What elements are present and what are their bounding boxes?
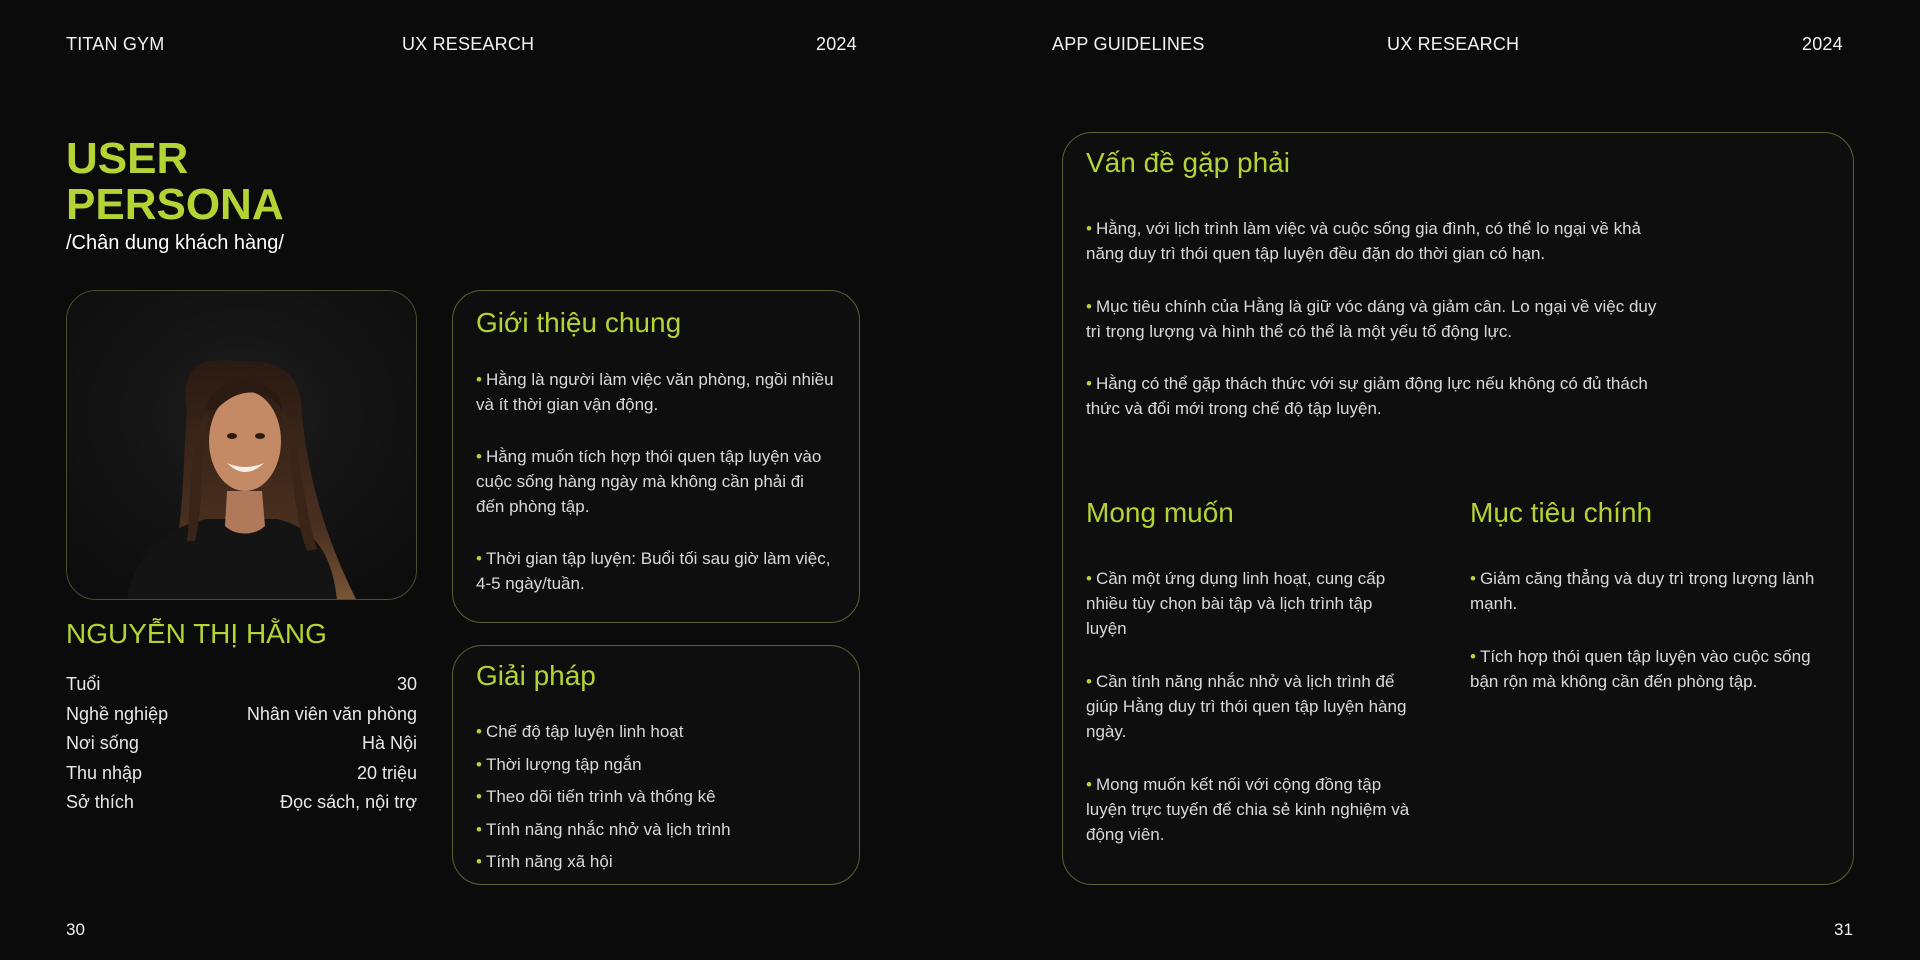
problems-card [1062, 132, 1854, 885]
problem-point-text: Hằng, với lịch trình làm việc và cuộc sống gia đình, có thể lo ngại về khả năng duy trì thói quen tập luyện đều đặn do thời gian có hạn. [1086, 219, 1642, 263]
intro-point-text: Hằng là người làm việc văn phòng, ngồi nhiều và ít thời gian vận động. [476, 370, 834, 414]
intro-point-text: Hằng muốn tích hợp thói quen tập luyện vào cuộc sống hàng ngày mà không cần phải đi đến phòng tập. [476, 447, 822, 516]
problem-point [1086, 294, 1676, 344]
problem-point [1086, 216, 1676, 266]
info-label: Nghề nghiệp [66, 703, 169, 724]
list-item [476, 852, 731, 885]
info-value: Đọc sách, nội trợ [280, 792, 417, 812]
persona-name: NGUYỄN THỊ HẰNG [66, 618, 327, 649]
bullet-icon: • [1470, 647, 1476, 666]
bullet-icon: • [476, 370, 482, 389]
list-item [476, 820, 731, 853]
info-value: 30 [396, 674, 417, 694]
bullet-icon: • [1086, 672, 1092, 691]
solution-item-text: Thời lượng tập ngắn [485, 754, 642, 774]
problem-point-text: Mục tiêu chính của Hằng là giữ vóc dáng và giảm cân. Lo ngại về việc duy trì trọng lượng và hình thể có thể là một yếu tố động lực. [1086, 297, 1657, 341]
desire-point [1086, 772, 1416, 847]
desires-title: Mong muốn [1086, 497, 1234, 528]
bullet-icon: • [1086, 219, 1092, 238]
solution-item-text: Chế độ tập luyện linh hoạt [485, 722, 684, 741]
desire-point-text: Mong muốn kết nối với cộng đồng tập luyện trực tuyến để chia sẻ kinh nghiệm và động viên. [1086, 775, 1410, 844]
info-value: Nhân viên văn phòng [246, 703, 417, 724]
info-label: Nơi sống [66, 733, 139, 753]
bullet-icon: • [1086, 297, 1092, 316]
info-value: 20 triệu [356, 762, 417, 783]
problem-point [1086, 371, 1676, 421]
info-row-income [66, 763, 417, 793]
page-title [66, 136, 284, 228]
solution-card-title: Giải pháp [476, 660, 596, 691]
page-number: 30 [66, 920, 85, 939]
info-row-age [66, 674, 417, 704]
persona-photo [66, 290, 417, 600]
intro-point-text: Thời gian tập luyện: Buổi tối sau giờ làm việc, 4-5 ngày/tuần. [476, 549, 831, 593]
header-brand: TITAN GYM [66, 34, 165, 54]
bullet-icon: • [1086, 775, 1092, 794]
list-item [476, 755, 731, 788]
desire-point [1086, 669, 1416, 744]
bullet-icon: • [476, 722, 482, 741]
page-title-line2: PERSONA [66, 180, 284, 229]
info-label: Sở thích [66, 792, 134, 812]
info-row-occupation [66, 704, 417, 734]
goal-point-text: Giảm căng thẳng và duy trì trọng lượng lành mạnh. [1470, 569, 1815, 613]
info-label: Thu nhập [66, 762, 143, 783]
goal-point [1470, 644, 1820, 694]
bullet-icon: • [476, 819, 482, 839]
intro-card-title: Giới thiệu chung [476, 307, 682, 338]
solution-item-text: Tính năng xã hội [485, 852, 613, 871]
info-value: Hà Nội [361, 733, 417, 753]
info-row-hobbies [66, 792, 417, 822]
header-section: UX RESEARCH [402, 34, 535, 54]
info-label: Tuổi [66, 674, 101, 694]
desire-point-text: Cần một ứng dụng linh hoạt, cung cấp nhiều tùy chọn bài tập và lịch trình tập luyện [1086, 569, 1386, 638]
bullet-icon: • [476, 754, 482, 774]
solution-card [452, 645, 860, 885]
bullet-icon: • [1086, 374, 1092, 393]
solution-item-text: Theo dõi tiến trình và thống kê [485, 787, 716, 806]
solution-list [476, 722, 731, 885]
page-number: 31 [1834, 920, 1853, 939]
bullet-icon: • [476, 787, 482, 806]
intro-point [476, 367, 836, 417]
list-item [476, 722, 731, 755]
intro-point [476, 546, 836, 596]
bullet-icon: • [1470, 569, 1476, 588]
header-year: 2024 [816, 34, 857, 54]
bullet-icon: • [476, 852, 482, 871]
header-section: UX RESEARCH [1387, 34, 1520, 54]
goal-point [1470, 566, 1820, 616]
goals-title: Mục tiêu chính [1470, 497, 1653, 528]
bullet-icon: • [476, 549, 482, 568]
bullet-icon: • [1086, 569, 1092, 588]
desire-point-text: Cần tính năng nhắc nhở và lịch trình để giúp Hằng duy trì thói quen tập luyện hàng ngày. [1086, 672, 1407, 741]
goal-point-text: Tích hợp thói quen tập luyện vào cuộc sống bận rộn mà không cần đến phòng tập. [1470, 647, 1811, 691]
page-title-line1: USER [66, 134, 189, 183]
page-subtitle: /Chân dung khách hàng/ [66, 232, 284, 254]
header-year: 2024 [1802, 34, 1843, 54]
intro-point [476, 444, 836, 519]
problem-point-text: Hằng có thể gặp thách thức với sự giảm động lực nếu không có đủ thách thức và đổi mới trong chế độ tập luyện. [1086, 374, 1648, 418]
solution-item-text: Tính năng nhắc nhở và lịch trình [485, 819, 731, 839]
intro-card [452, 290, 860, 623]
info-row-residence [66, 733, 417, 763]
persona-info-table [66, 674, 417, 822]
header-brand: APP GUIDELINES [1052, 34, 1205, 54]
desire-point [1086, 566, 1416, 641]
list-item [476, 787, 731, 820]
persona-portrait-image [67, 291, 417, 600]
problems-card-title: Vấn đề gặp phải [1086, 147, 1290, 178]
bullet-icon: • [476, 447, 482, 466]
